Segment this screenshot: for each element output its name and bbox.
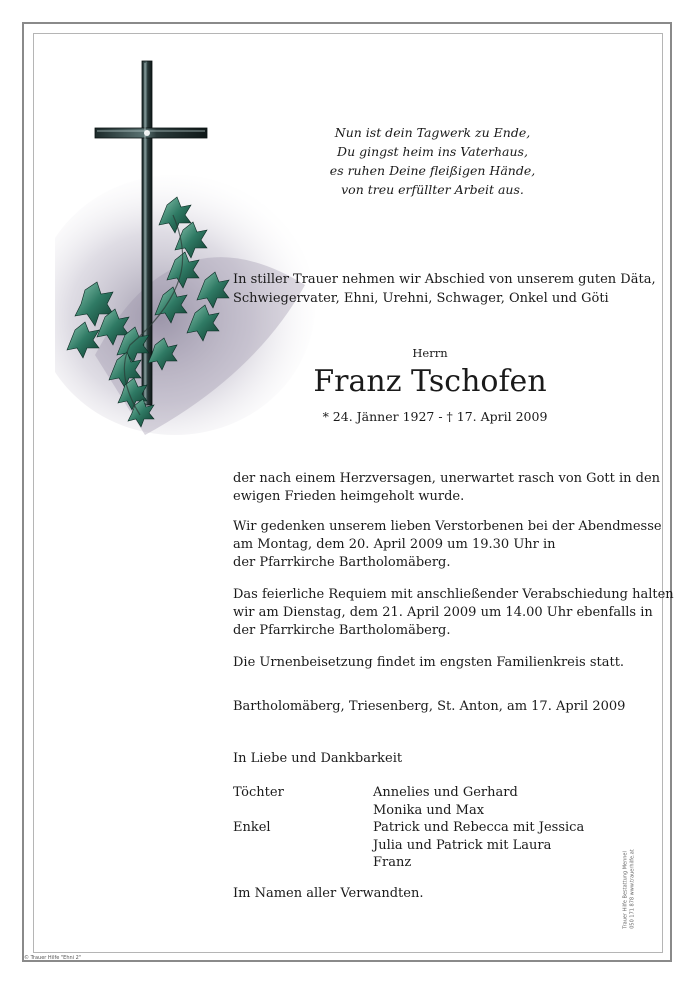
paragraph-urn-burial	[233, 654, 643, 672]
paragraph-line: wir am Dienstag, dem 21. April 2009 um 14.00 Uhr ebenfalls in	[233, 605, 653, 620]
family-list	[233, 784, 613, 872]
poem	[300, 123, 565, 199]
deceased-name: Franz Tschofen	[313, 364, 547, 399]
copyright-note: © Trauer Hilfe "Ehni 2"	[24, 955, 82, 961]
closing-line: In Liebe und Dankbarkeit	[233, 751, 403, 766]
family-names	[373, 784, 518, 819]
family-relation: Enkel	[233, 820, 271, 835]
intro-line: Schwiegervater, Ehni, Urehni, Schwager, Onkel und Göti	[233, 291, 609, 306]
salutation: Herrn	[412, 346, 448, 360]
family-row	[233, 784, 613, 819]
intro-line: In stiller Trauer nehmen wir Abschied von unserem guten Däta,	[233, 272, 656, 287]
paragraph-line: der Pfarrkirche Bartholomäberg.	[233, 623, 451, 638]
family-name: Julia und Patrick mit Laura	[373, 837, 552, 853]
poem-line: Du gingst heim ins Vaterhaus,	[337, 144, 528, 159]
paragraph-line: Das feierliche Requiem mit anschließender Verabschiedung halten	[233, 587, 674, 602]
family-row	[233, 819, 613, 872]
poem-line: Nun ist dein Tagwerk zu Ende,	[334, 125, 531, 140]
family-name: Annelies und Gerhard	[373, 785, 518, 800]
paragraph-line: ewigen Frieden heimgeholt wurde.	[233, 489, 465, 504]
imprint-text	[623, 849, 636, 929]
paragraph-requiem	[233, 586, 674, 640]
imprint-line1: Trauer Hilfe Bestattung Mennel	[622, 851, 629, 929]
paragraph-line: der nach einem Herzversagen, unerwartet rasch von Gott in den	[233, 471, 661, 486]
cross-with-ivy-illustration	[55, 55, 315, 475]
poem-line: von treu erfüllter Arbeit aus.	[341, 182, 524, 197]
family-name: Franz	[373, 855, 412, 870]
intro-text	[233, 270, 656, 308]
signoff: Im Namen aller Verwandten.	[233, 886, 424, 901]
paragraph-line: der Pfarrkirche Bartholomäberg.	[233, 555, 451, 570]
printer-imprint	[612, 833, 646, 945]
family-name: Monika und Max	[373, 802, 485, 818]
paragraph-line: Wir gedenken unserem lieben Verstorbenen bei der Abendmesse	[233, 519, 662, 534]
imprint-line2: 050 171 878 www.trauerhilfe.at	[629, 849, 635, 929]
family-relation: Töchter	[233, 785, 284, 800]
place-and-date: Bartholomäberg, Triesenberg, St. Anton, am 17. April 2009	[233, 699, 626, 714]
paragraph-line: Die Urnenbeisetzung findet im engsten Familienkreis statt.	[233, 655, 625, 670]
paragraph-line: am Montag, dem 20. April 2009 um 19.30 Uhr in	[233, 537, 556, 552]
poem-line: es ruhen Deine fleißigen Hände,	[329, 163, 536, 178]
paragraph-evening-mass	[233, 518, 662, 572]
family-names	[373, 819, 584, 872]
paragraph-death	[233, 470, 661, 506]
life-dates: * 24. Jänner 1927 - † 17. April 2009	[322, 409, 548, 424]
family-name: Patrick und Rebecca mit Jessica	[373, 820, 585, 835]
